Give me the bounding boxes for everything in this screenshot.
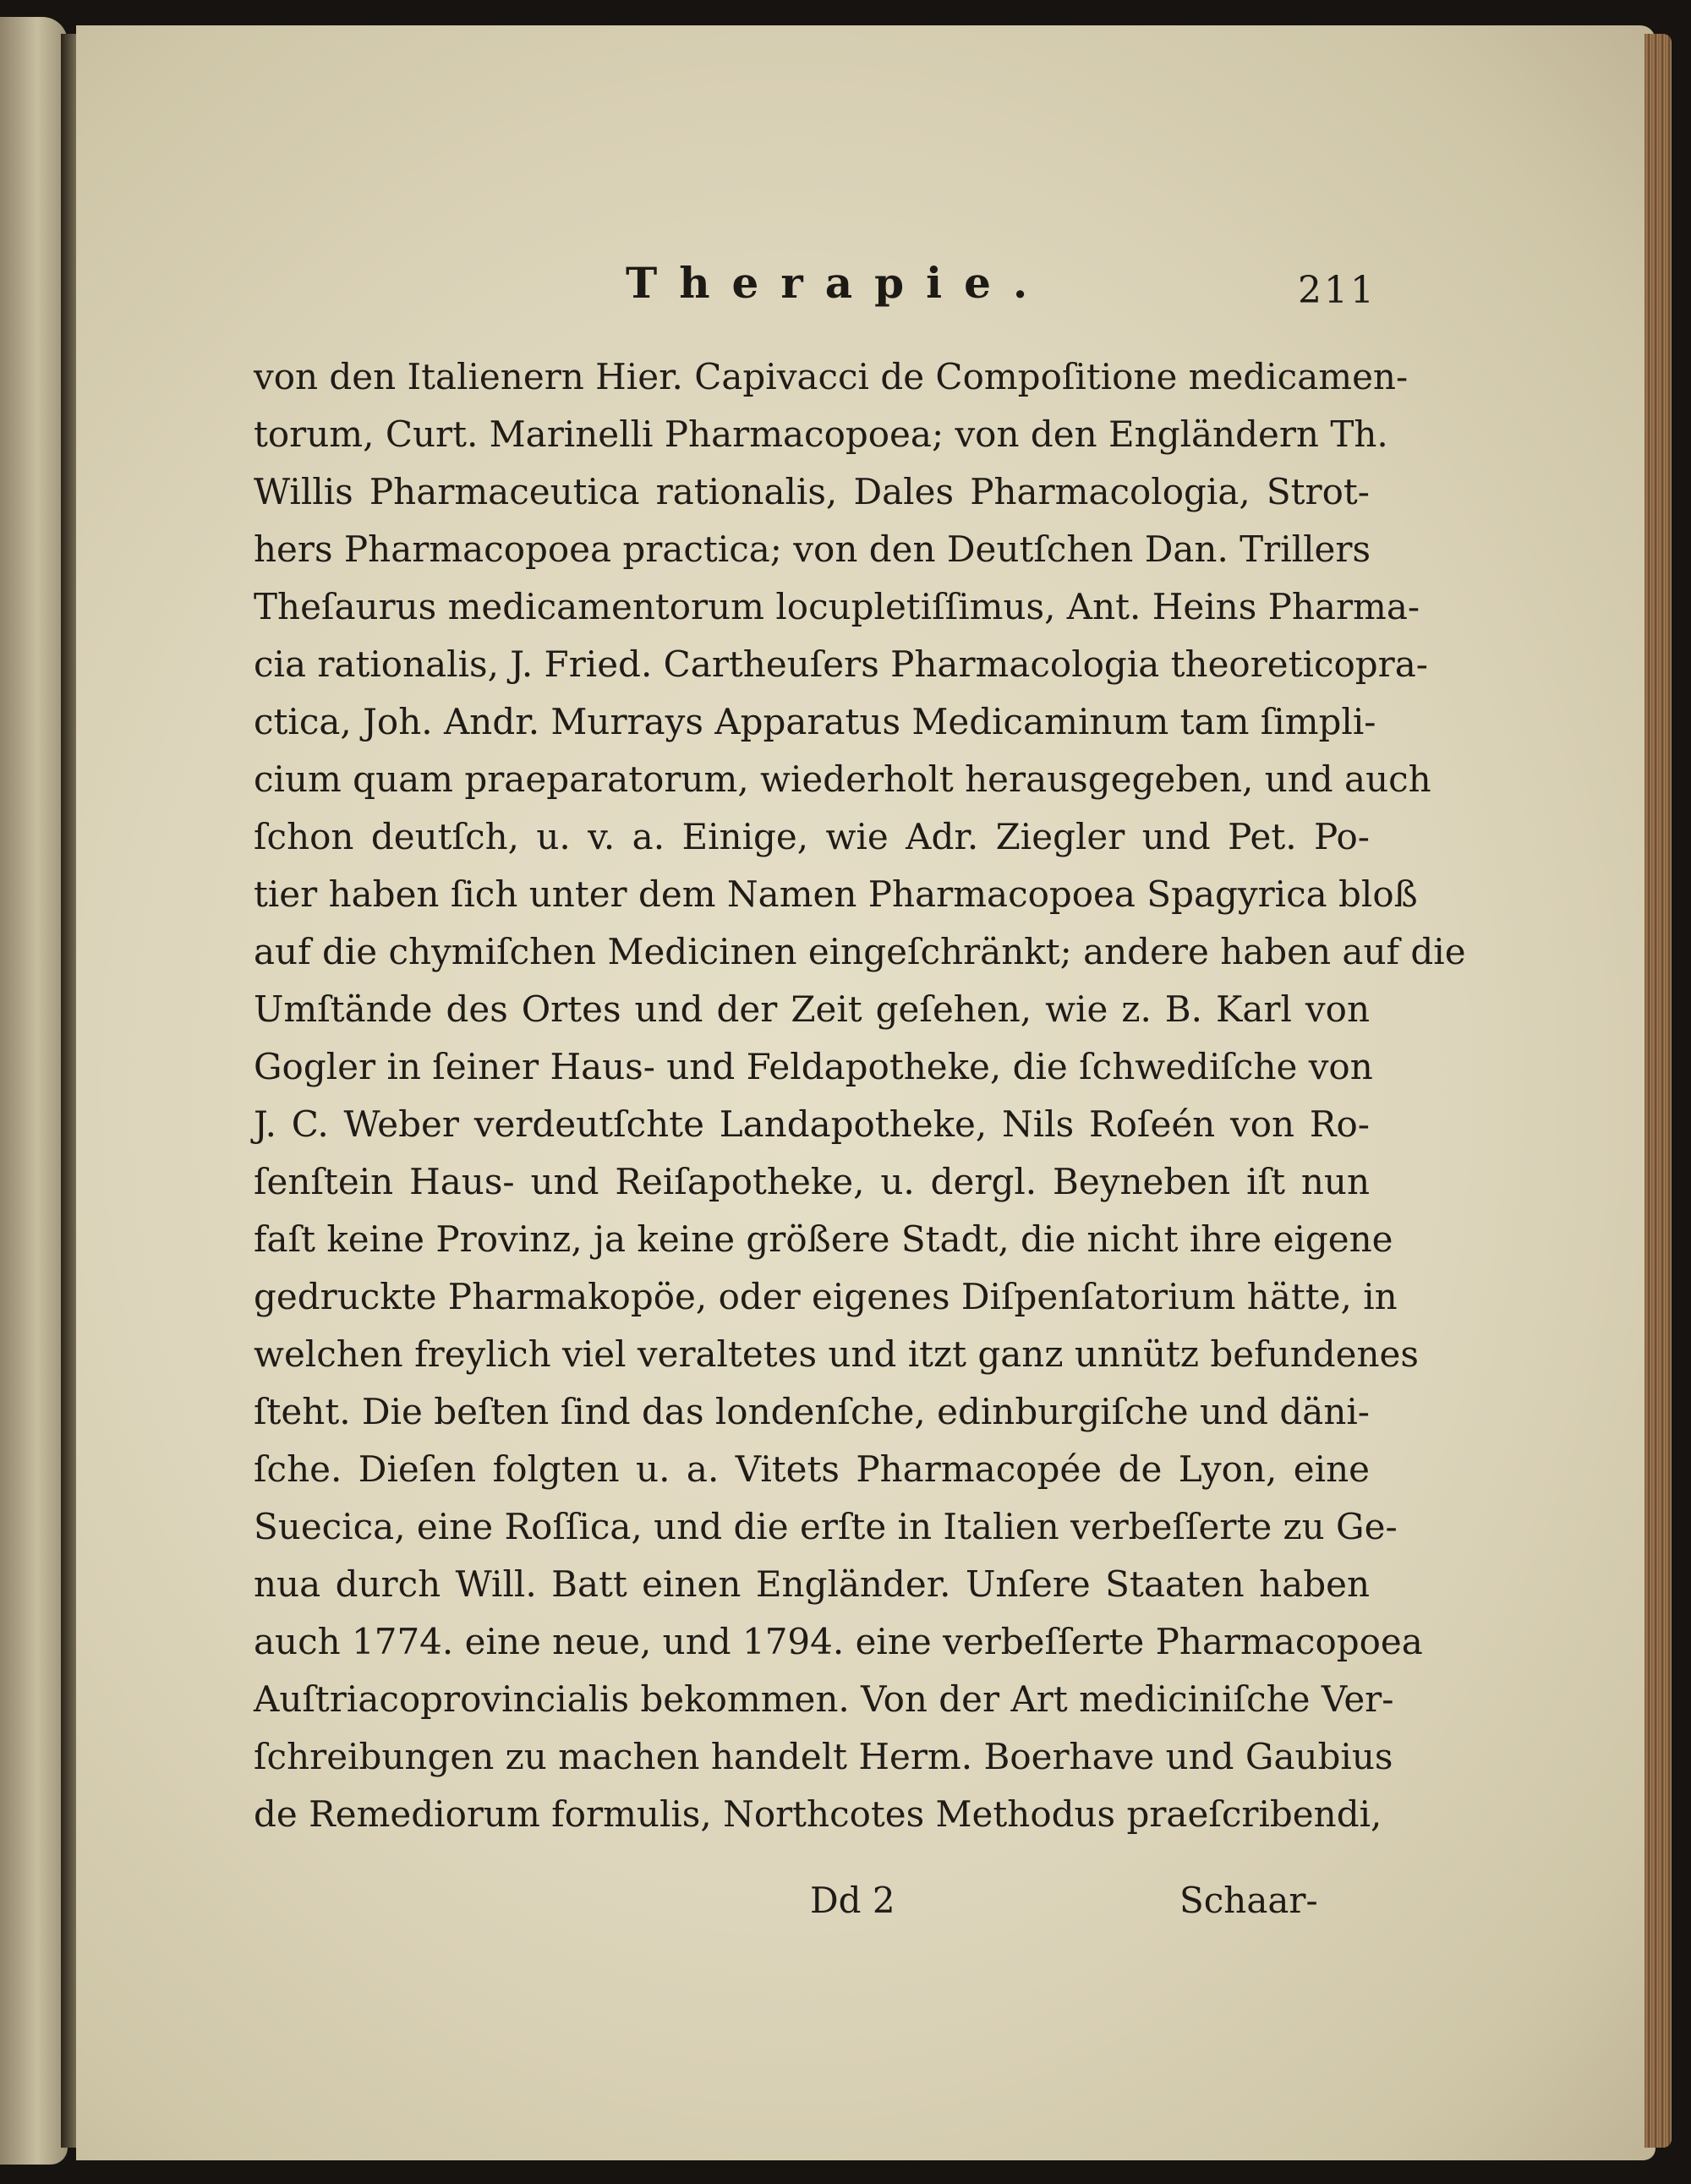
text-line: ſchon deutſch, u. v. a. Einige, wie Adr. Ziegler und Pet. Po-: [254, 816, 1370, 857]
page-fore-edge: [1644, 34, 1672, 2148]
text-line: Gogler in ſeiner Haus- und Feldapotheke, die ſchwediſche von: [254, 1046, 1373, 1087]
text-line: ſenſtein Haus- und Reiſapotheke, u. dergl. Beyneben iſt nun: [254, 1161, 1370, 1202]
page-number: 211: [1298, 269, 1376, 312]
body-text: [254, 348, 1466, 1843]
text-line: von den Italienern Hier. Capivacci de Compoſitione medicamen-: [254, 356, 1409, 397]
text-line: tier haben ſich unter dem Namen Pharmacopoea Spagyrica bloß: [254, 873, 1418, 915]
text-line: ſteht. Die beſten ſind das londenſche, edinburgiſche und däni-: [254, 1391, 1370, 1432]
text-line: ſchreibungen zu machen handelt Herm. Boerhave und Gaubius: [254, 1736, 1393, 1777]
text-line: Willis Pharmaceutica rationalis, Dales Pharmacologia, Strot-: [254, 471, 1370, 512]
text-line: ctica, Joh. Andr. Murrays Apparatus Medicaminum tam ſimpli-: [254, 701, 1376, 742]
text-line: J. C. Weber verdeutſchte Landapotheke, Nils Roſeén von Ro-: [254, 1103, 1370, 1145]
text-line: Auſtriacoprovincialis bekommen. Von der Art mediciniſche Ver-: [254, 1678, 1394, 1720]
text-line: Suecica, eine Roſſica, und die erſte in Italien verbeſſerte zu Ge-: [254, 1506, 1398, 1547]
text-line: gedruckte Pharmakopöe, oder eigenes Diſpenſatorium hätte, in: [254, 1276, 1398, 1317]
text-line: Umſtände des Ortes und der Zeit geſehen, wie z. B. Karl von: [254, 988, 1370, 1030]
text-line: hers Pharmacopoea practica; von den Deutſchen Dan. Trillers: [254, 528, 1371, 570]
left-page-edge: [0, 17, 68, 2165]
text-line: de Remediorum formulis, Northcotes Methodus praeſcribendi,: [254, 1793, 1382, 1835]
text-line: auch 1774. eine neue, und 1794. eine verbeſſerte Pharmacopoea: [254, 1621, 1423, 1662]
text-line: torum, Curt. Marinelli Pharmacopoea; von den Engländern Th.: [254, 413, 1388, 455]
text-line: welchen freylich viel veraltetes und itzt ganz unnütz befundenes: [254, 1333, 1419, 1375]
text-line: Theſaurus medicamentorum locupletiſſimus, Ant. Heins Pharma-: [254, 586, 1420, 627]
text-line: auf die chymiſchen Medicinen eingeſchränkt; andere haben auf die: [254, 931, 1466, 972]
text-line: cium quam praeparatorum, wiederholt herausgegeben, und auch: [254, 758, 1431, 800]
running-title: Therapie.: [626, 258, 1050, 308]
text-line: faſt keine Provinz, ja keine größere Stadt, die nicht ihre eigene: [254, 1218, 1393, 1260]
text-line: cia rationalis, J. Fried. Cartheuſers Pharmacologia theoreticopra-: [254, 643, 1428, 685]
text-line: ſche. Dieſen folgten u. a. Vitets Pharmacopée de Lyon, eine: [254, 1448, 1370, 1490]
signature-mark: Dd 2: [810, 1880, 895, 1921]
catchword: Schaar-: [1179, 1880, 1318, 1921]
text-line: nua durch Will. Batt einen Engländer. Unſere Staaten haben: [254, 1563, 1370, 1605]
